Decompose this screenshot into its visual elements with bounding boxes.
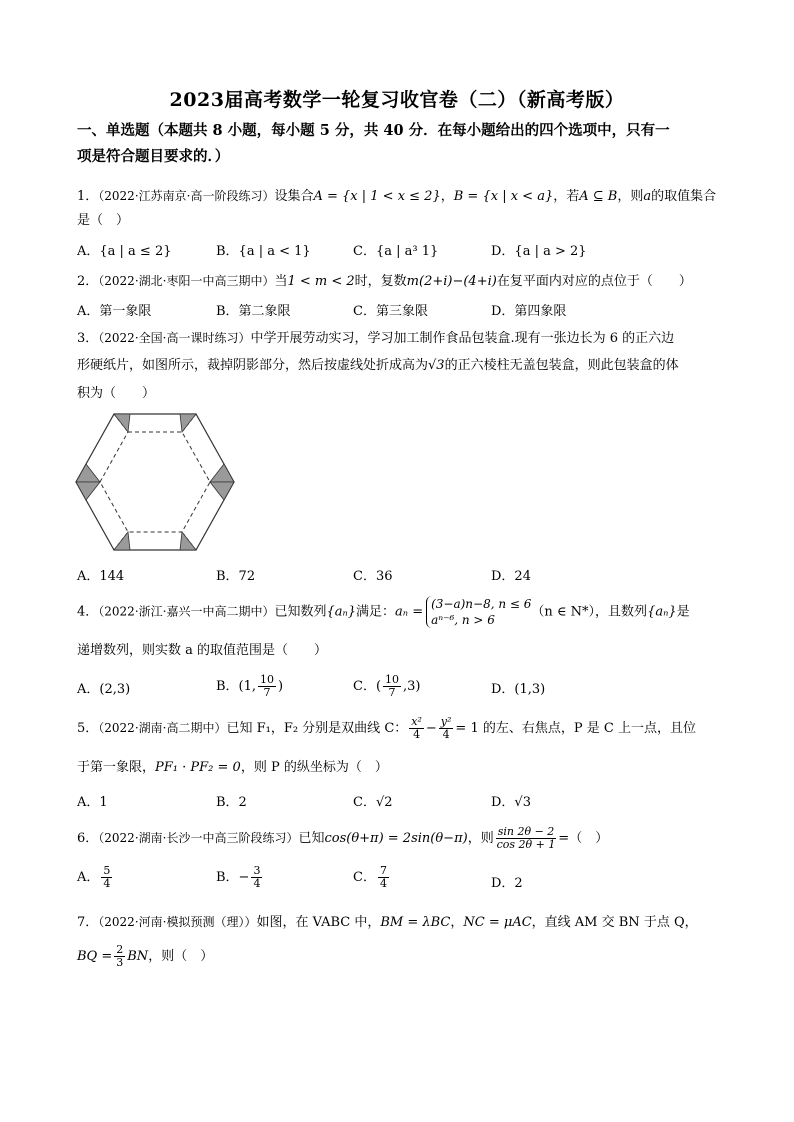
option-c[interactable]: C．√2	[353, 795, 393, 810]
section-heading-line1: 一、单选题（本题共 8 小题，每小题 5 分，共 40 分．在每小题给出的四个选项中，只有一	[77, 122, 670, 139]
option-c[interactable]	[353, 865, 391, 890]
option-a-prefix: A．	[77, 870, 100, 885]
question-text: 已知	[298, 831, 325, 846]
complex-expression: m(2+i)−(4+i)	[406, 274, 497, 289]
denominator: 7	[388, 686, 396, 699]
question-5	[77, 715, 696, 742]
option-c-prefix: C．(	[353, 679, 382, 694]
question-3-options	[77, 565, 717, 585]
question-text: ，且数列	[595, 604, 648, 620]
question-text: ，直线 AM 交 BN 于点 Q，	[531, 915, 698, 930]
sequence-term: aₙ =	[395, 604, 424, 620]
vector-bn: BN	[127, 949, 149, 964]
condition: 1 < m < 2	[287, 274, 355, 289]
denominator: 4	[103, 877, 111, 890]
option-a[interactable]: A．1	[77, 795, 108, 810]
option-a[interactable]: A．144	[77, 569, 125, 584]
numerator: 3	[253, 864, 261, 877]
question-number: 2．	[77, 274, 99, 289]
option-a[interactable]: A．第一象限	[77, 304, 152, 319]
question-number: 7．	[77, 915, 99, 930]
question-number: 3．	[77, 331, 99, 346]
question-text: 形硬纸片，如图所示，裁掉阴影部分，然后按虚线处折成高为	[77, 358, 429, 373]
question-number: 1．	[77, 189, 99, 204]
question-4	[77, 596, 690, 628]
question-source: （2022·湖北·枣阳一中高三期中）	[98, 274, 275, 288]
question-2-options	[77, 300, 717, 320]
question-5-line2	[77, 759, 388, 777]
option-d[interactable]: D．24	[491, 569, 531, 584]
target-fraction	[496, 826, 557, 851]
question-text: 中学开展劳动实习，学习加工制作食品包装盒.现有一张边长为 6 的正六边	[250, 331, 675, 346]
sqrt-three: √3	[428, 358, 445, 373]
option-b-prefix: B．(1,	[216, 679, 257, 694]
question-text: 如图，在 VABC 中，	[256, 915, 381, 930]
option-c[interactable]: C．{a | a³ 1}	[353, 244, 439, 259]
question-text: 的取值集合	[651, 189, 717, 204]
denominator: 4	[413, 728, 421, 741]
question-1	[77, 187, 716, 206]
fraction-2-3	[114, 944, 125, 969]
denominator: 4	[253, 877, 261, 890]
question-text: =（ ）	[558, 831, 609, 846]
subset-relation: A ⊆ B	[579, 189, 618, 204]
option-b[interactable]	[216, 865, 264, 890]
question-3-line3: 积为（ ）	[77, 386, 156, 401]
fraction-y2-4	[439, 716, 454, 741]
question-text: ，则 P 的纵坐标为（ ）	[240, 760, 388, 775]
question-number: 6．	[77, 831, 99, 846]
vector-bq: BQ =	[77, 949, 113, 964]
question-6-options	[77, 865, 717, 899]
minus-sign: −	[425, 721, 437, 736]
question-source: （2022·河南·模拟预测（理））	[98, 915, 257, 929]
option-d[interactable]: D．2	[491, 876, 523, 891]
given-equation: cos(θ+π) = 2sin(θ−π)	[324, 831, 468, 846]
denominator: 4	[442, 728, 450, 741]
question-text: 是	[676, 604, 690, 620]
option-c[interactable]	[353, 674, 421, 699]
piecewise-definition	[426, 596, 531, 628]
option-d[interactable]: D．√3	[491, 795, 531, 810]
denominator: 3	[116, 956, 124, 969]
fraction-10-7	[258, 674, 276, 699]
question-text: ，则（ ）	[148, 949, 214, 964]
set-b: B = {x | x < a}	[453, 189, 554, 204]
option-b[interactable]: B．2	[216, 795, 247, 810]
question-text: = 1 的左、右焦点，P 是 C 上一点，且位	[455, 721, 696, 736]
separator: ，	[450, 915, 464, 930]
question-text: 已知数列	[274, 604, 327, 620]
question-source: （2022·湖南·长沙一中高三阶段练习）	[98, 831, 299, 845]
numerator: 5	[103, 864, 111, 877]
numerator: 7	[379, 864, 387, 877]
option-d[interactable]: D．{a | a > 2}	[491, 244, 587, 259]
fraction	[378, 865, 389, 890]
page-title: 2023届高考数学一轮复习收官卷（二）（新高考版）	[169, 89, 625, 111]
question-1-line2: 是（ ）	[77, 213, 130, 228]
variable-a: a	[643, 189, 652, 204]
separator: ，	[440, 189, 454, 204]
fraction-10-7	[383, 674, 401, 699]
option-d[interactable]: D．(1,3)	[491, 682, 546, 697]
question-text: 设集合	[274, 189, 314, 204]
question-7	[77, 913, 698, 932]
option-c-prefix: C．	[353, 870, 376, 885]
question-text: 满足：	[356, 604, 396, 620]
sequence: {aₙ}	[326, 604, 357, 620]
fraction-x2-4	[409, 716, 424, 741]
denominator: 4	[379, 877, 387, 890]
piecewise-case-2: aⁿ⁻⁶, n > 6	[431, 613, 495, 627]
section-heading-line2: 项是符合题目要求的．）	[77, 148, 230, 165]
option-a[interactable]: A．(2,3)	[77, 682, 131, 697]
hexagon-diagram	[74, 412, 236, 552]
question-text: 已知 F₁，F₂ 分别是双曲线 C：	[226, 721, 408, 736]
hexagon-figure	[74, 412, 236, 552]
option-b[interactable]: B．72	[216, 569, 256, 584]
question-number: 5．	[77, 721, 99, 736]
vector-nc: NC = μAC	[463, 915, 532, 930]
question-text: ，若	[553, 189, 580, 204]
numerator: 10	[385, 673, 400, 686]
option-b[interactable]: B．{a | a < 1}	[216, 244, 311, 259]
option-c[interactable]: C．第三象限	[353, 304, 428, 319]
denominator: cos 2θ + 1	[496, 838, 556, 851]
question-text: 的正六棱柱无盖包装盒，则此包装盒的体	[444, 358, 679, 373]
option-c-suffix: ,3)	[403, 679, 421, 694]
numerator: 2	[116, 943, 124, 956]
numerator: 10	[260, 673, 275, 686]
question-3	[77, 329, 674, 348]
question-number: 4．	[77, 604, 99, 620]
question-7-line2	[77, 942, 213, 972]
option-d[interactable]: D．第四象限	[491, 304, 567, 319]
question-source: （2022·浙江·嘉兴一中高二期中）	[98, 604, 275, 619]
question-source: （2022·全国·高一课时练习）	[98, 331, 251, 345]
denominator: 7	[263, 686, 271, 699]
question-5-options	[77, 791, 717, 811]
question-6	[77, 824, 608, 853]
question-text: 于第一象限，	[77, 760, 156, 775]
question-text: 在复平面内对应的点位于（ ）	[496, 274, 692, 289]
numerator: x²	[411, 715, 422, 728]
numerator: sin 2θ − 2	[497, 825, 555, 838]
section-heading	[77, 118, 717, 170]
dot-product: PF₁ · PF₂ = 0	[155, 760, 241, 775]
question-source: （2022·江苏南京·高一阶段练习）	[98, 189, 275, 203]
fraction	[101, 865, 112, 890]
option-b[interactable]	[216, 674, 283, 699]
set-a: A = {x | 1 < x ≤ 2}	[313, 189, 441, 204]
option-a[interactable]	[77, 865, 114, 890]
fraction	[251, 865, 262, 890]
option-b[interactable]: B．第二象限	[216, 304, 291, 319]
question-4-options	[77, 674, 717, 702]
question-2	[77, 272, 692, 291]
question-text: ，则	[617, 189, 644, 204]
domain-note: （n ∈ N*）	[531, 604, 596, 620]
vector-bm: BM = λBC	[380, 915, 451, 930]
question-3-line2	[77, 357, 679, 375]
sequence: {aₙ}	[647, 604, 677, 620]
numerator: y²	[440, 715, 452, 728]
question-text: 时，复数	[354, 274, 407, 289]
question-source: （2022·湖南·高二期中）	[98, 721, 227, 735]
option-a[interactable]: A．{a | a ≤ 2}	[77, 244, 172, 259]
question-1-options	[77, 240, 717, 260]
question-text: ，则	[467, 831, 494, 846]
question-text: 当	[274, 274, 288, 289]
option-b-suffix: )	[278, 679, 284, 694]
option-c[interactable]: C．36	[353, 569, 393, 584]
piecewise-case-1: (3−a)n−8, n ≤ 6	[431, 597, 532, 611]
option-b-prefix: B．−	[216, 870, 250, 885]
question-4-line2: 递增数列，则实数 a 的取值范围是（ ）	[77, 643, 328, 658]
